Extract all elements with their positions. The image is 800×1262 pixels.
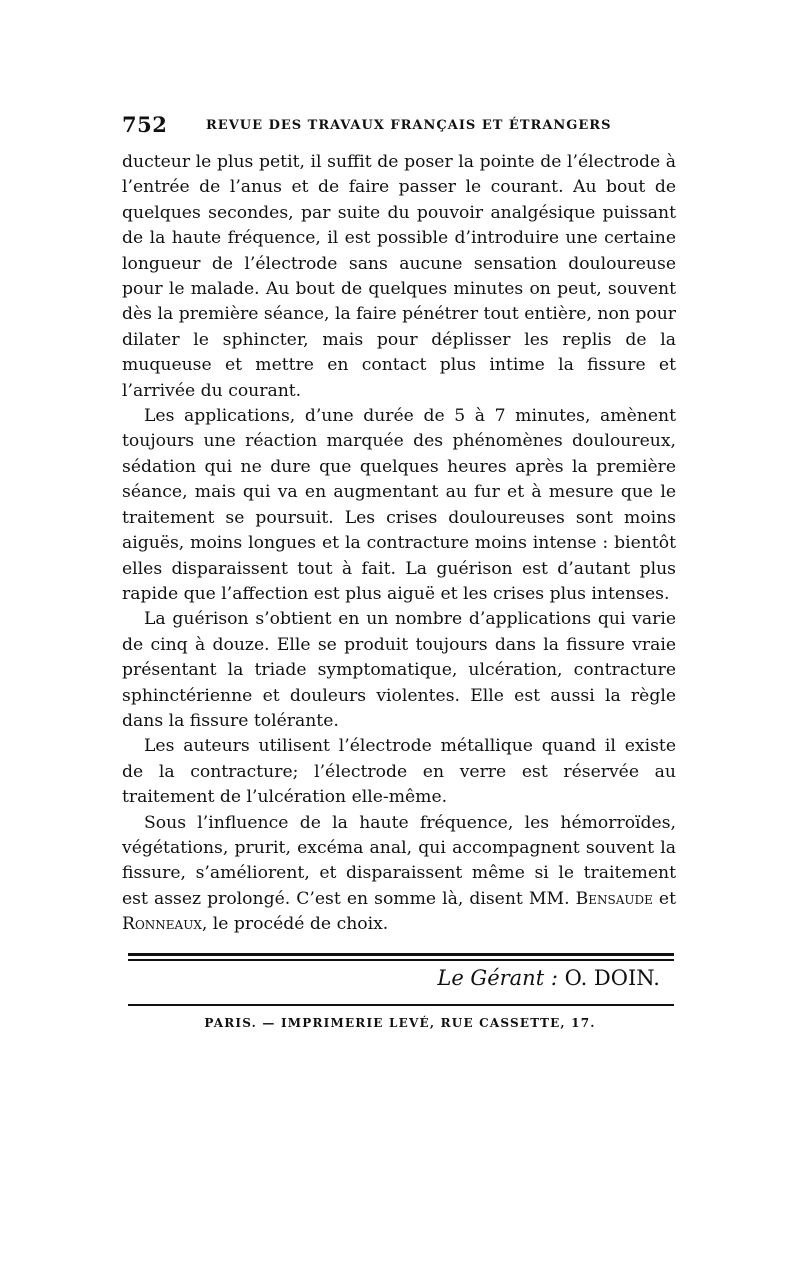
- paragraph-5: [122, 811, 676, 938]
- paragraph-2: Les applications, d’une durée de 5 à 7 minutes, amènent toujours une réaction marquée des phénomènes douloureux, sédation qui ne dure que quelques heures après la première séance, mais qui va en augmentant au fur et à mesure que le traitement se poursuit. Les crises douloureuses sont moins aiguës, moins longues et la contracture moins intense : bientôt elles disparaissent tout à fait. La guérison est d’autant plus rapide que l’affection est plus aiguë et les crises plus intenses.: [122, 406, 676, 604]
- article-body: [122, 150, 676, 938]
- printer-imprint: PARIS. — IMPRIMERIE LEVÉ, RUE CASSETTE, 17.: [204, 1016, 596, 1030]
- author-name-ronneaux: Ronneaux: [122, 914, 202, 935]
- paragraph-4: Les auteurs utilisent l’électrode métallique quand il existe de la contracture; l’électrode en verre est réservée au traitement de l’ulcération elle-même.: [122, 736, 676, 808]
- page-number: 752: [122, 112, 168, 137]
- author-name-bensaude: Bensaude: [575, 888, 653, 909]
- signature-label: Le Gérant :: [437, 966, 558, 990]
- running-title: REVUE DES TRAVAUX FRANÇAIS ET ÉTRANGERS: [206, 118, 612, 133]
- paragraph-5-text: Sous l’influence de la haute fréquence, les hémorroïdes, végétations, prurit, excéma anal, qui accompagnent souvent la fissure, s’améliorent, et disparaissent même si le traitement est assez prolongé. C’est en somme là, disent MM.: [122, 812, 676, 909]
- paragraph-5-conjunction: et: [652, 888, 677, 909]
- bottom-rule-divider: [128, 1004, 674, 1006]
- paragraph-3: La guérison s’obtient en un nombre d’applications qui varie de cinq à douze. Elle se produit toujours dans la fissure vraie présentant la triade symptomatique, ulcération, contracture sphinctérienne et douleurs violentes. Elle est aussi la règle dans la fissure tolérante.: [122, 609, 676, 731]
- signature-name: O. DOIN.: [564, 966, 660, 990]
- paragraph-1: ducteur le plus petit, il suffit de poser la pointe de l’électrode à l’entrée de l’anus et de faire passer le courant. Au bout de quelques secondes, par suite du pouvoir analgésique puissant de la haute fréquence, il est possible d’introduire une certaine longueur de l’électrode sans aucune sensation douloureuse pour le malade. Au bout de quelques minutes on peut, souvent dès la première séance, la faire pénétrer tout entière, non pour dilater le sphincter, mais pour déplisser les replis de la muqueuse et mettre en contact plus intime la fissure et l’arrivée du courant.: [122, 152, 676, 401]
- paragraph-5-end: , le procédé de choix.: [201, 914, 389, 935]
- signature-line: [437, 966, 660, 990]
- page-header: [122, 112, 682, 142]
- double-rule-divider: [128, 953, 674, 963]
